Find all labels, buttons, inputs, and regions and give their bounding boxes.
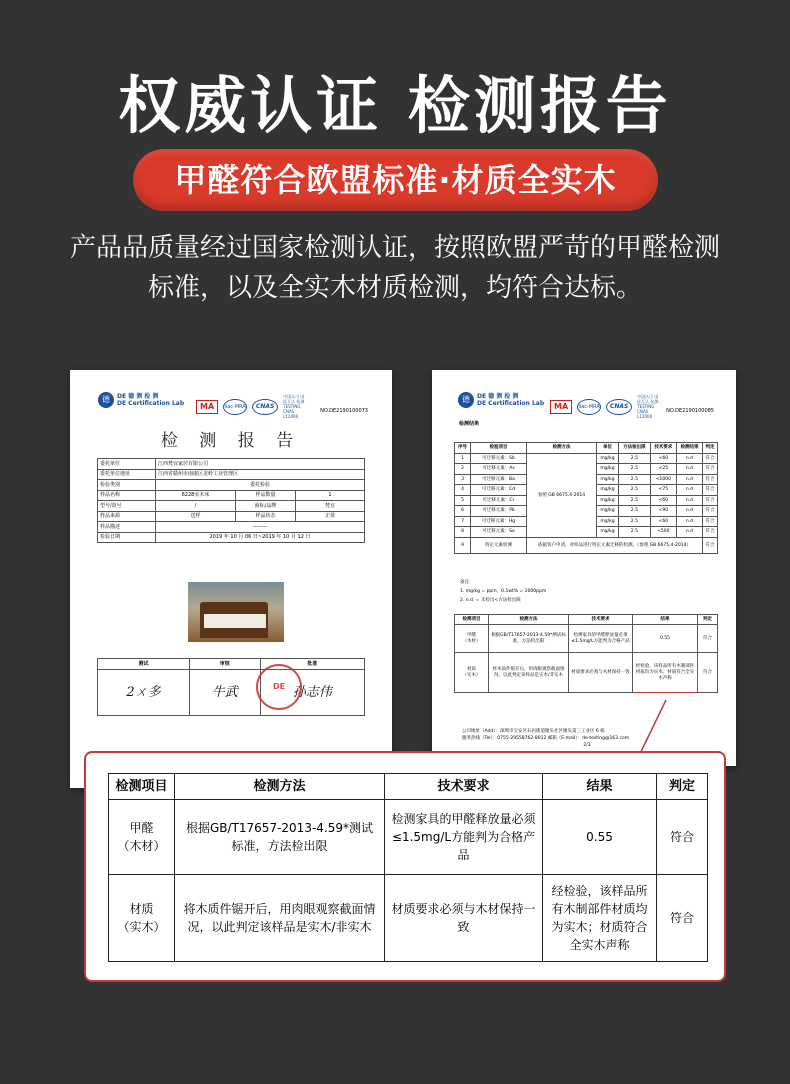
page-title: 权威认证 检测报告: [118, 69, 672, 142]
report-number: NO.DE2190100073: [320, 408, 368, 414]
cell: [455, 625, 489, 653]
verdict-cell: 符合: [657, 800, 708, 875]
method-cell: 根据GB/T17657-2013-4.59*测试标准，方法检出限: [175, 800, 385, 875]
cell: n.d: [676, 516, 702, 527]
cell: 可迁移元素：As: [471, 464, 527, 475]
intro-line-1: 产品品质量经过国家检测认证，按照欧盟严苛的甲醛检测: [69, 233, 720, 263]
element-results-table: [454, 442, 718, 554]
cell: mg/kg: [597, 516, 619, 527]
cell: 符合: [703, 464, 718, 475]
field-value: 6228实木床: [156, 490, 236, 501]
cell: 1: [455, 453, 471, 464]
field-value: 委托检验: [156, 480, 365, 491]
cell: 7: [455, 516, 471, 527]
field-label: 委托单位地址: [98, 469, 156, 480]
column-header: 检测方法: [489, 615, 569, 625]
cell: [455, 653, 489, 693]
report-number: NO.DE2190100085: [666, 408, 714, 414]
ilac-badge-icon: ilac-MRA: [577, 399, 601, 415]
item-cell: [109, 800, 175, 875]
lab-name-en: DE Certification Lab: [477, 400, 545, 407]
cell: mg/kg: [597, 495, 619, 506]
note-line: 1. mg/kg = ppm，0.1wt% = 1000ppm: [460, 589, 547, 594]
field-value: /: [156, 501, 236, 512]
cell: 可迁移元素：Pb: [471, 506, 527, 517]
page-number: 2/3: [583, 743, 591, 748]
requirement-cell: 材质要求必须与木材保持一致: [385, 875, 543, 962]
column-header: 单位: [597, 443, 619, 454]
field-value: 江西省赣州市南康区龙岭工业管理区: [156, 469, 365, 480]
cell: 9: [455, 537, 471, 553]
requirement-cell: 检测家具的甲醛释放量必须≤1.5mg/L方能判为合格产品: [385, 800, 543, 875]
table-row: [455, 653, 718, 693]
cert-badges: [196, 394, 307, 419]
cell: 2.5: [619, 527, 651, 538]
column-header: 检测结果: [676, 443, 702, 454]
item-sub: （木材）: [462, 638, 481, 644]
table-row: [98, 511, 365, 522]
column-header: 结果: [633, 615, 698, 625]
table-row: [455, 537, 718, 553]
formaldehyde-results-table-small: [454, 614, 718, 693]
cell: <500: [650, 527, 676, 538]
footer-contact: 服务热线（Tel）：0755-29558762-8012 邮箱（E-mail）：de-testing@163.com: [462, 736, 630, 741]
bed-product-photo: [188, 582, 284, 642]
cell: 可迁移元素：Sb: [471, 453, 527, 464]
cell: 8: [455, 527, 471, 538]
cell: 特定元素检测: [471, 537, 527, 553]
cell: 符合: [698, 653, 718, 693]
table-row: [98, 501, 365, 512]
field-value: 梵宜: [296, 501, 365, 512]
signature-table: [97, 658, 365, 716]
lab-name-cn: DE 德 测 检 测: [477, 393, 519, 400]
note-line: 2. n.d. = 未检出<方法检出限: [460, 598, 521, 603]
cell: 2.5: [619, 453, 651, 464]
field-value: 1: [296, 490, 365, 501]
cnas-text: 中国认可 国际互认 检测 TESTING CNAS L12000: [283, 394, 305, 419]
cell: 3: [455, 474, 471, 485]
column-header: 技术要求: [385, 774, 543, 800]
column-header: 判定: [703, 443, 718, 454]
cell: 检测家具的甲醛释放量必须≤1.5mg/L方能判为合格产品: [569, 625, 633, 653]
table-row: [98, 490, 365, 501]
cell: 符合: [703, 516, 718, 527]
cell: 符合: [703, 485, 718, 496]
report-title: 检 测 报 告: [160, 431, 302, 451]
cell: 0.55: [633, 625, 698, 653]
cnas-badge-icon: CNAS: [252, 399, 278, 415]
notes: [460, 578, 546, 605]
signature-header-row: [98, 659, 365, 670]
sample-info-table: [97, 458, 365, 543]
column-header: 检验项目: [471, 443, 527, 454]
field-value: 2019 年 10 月 06 日~2019 年 10 月 12 日: [156, 532, 365, 543]
cell: 符合: [703, 506, 718, 517]
table-row: [98, 480, 365, 491]
table-row: [455, 625, 718, 653]
table-header-row: [109, 774, 708, 800]
cnas-text: 中国认可 国际互认 检测 TESTING CNAS L12000: [637, 394, 659, 419]
cell: 6: [455, 506, 471, 517]
cell: <75: [650, 485, 676, 496]
column-header: 技术要求: [650, 443, 676, 454]
cell: n.d: [676, 485, 702, 496]
official-seal-stamp: DE: [256, 664, 302, 710]
ma-badge-icon: MA: [550, 400, 572, 414]
highlighted-result-cell: 经检验，该样品所有木制部件材质均为实木；材质符合全实木声称: [633, 653, 698, 693]
cell: 可迁移元素：Cr: [471, 495, 527, 506]
field-label: 样品数量: [236, 490, 296, 501]
lab-name-cn: DE 德 测 检 测: [117, 393, 159, 400]
cell: 2.5: [619, 506, 651, 517]
note-line: 备注：: [460, 580, 474, 585]
bed-sheet: [204, 614, 266, 628]
column-header: 检测项目: [455, 615, 489, 625]
column-header: 检测方法: [175, 774, 385, 800]
result-cell: 经检验，该样品所有木制部件材质均为实木；材质符合全实木声称: [543, 875, 657, 962]
zoomed-results-panel: [84, 751, 726, 982]
tester-signature: 2ㄨ多: [98, 670, 190, 716]
field-value: 送样: [156, 511, 236, 522]
item-sub: （实木）: [462, 672, 481, 678]
cell: <25: [650, 464, 676, 475]
report-results-page: [432, 370, 736, 766]
table-row: [98, 532, 365, 543]
results-section-label: 检测结果: [459, 421, 480, 427]
cell: mg/kg: [597, 485, 619, 496]
cell: 5: [455, 495, 471, 506]
field-value: 正常: [296, 511, 365, 522]
field-label: 委托单位: [98, 459, 156, 470]
cell: 符合: [703, 537, 718, 553]
table-row: [98, 459, 365, 470]
item-sub: （木材）: [117, 839, 166, 853]
approver-signature: 孙志伟: [260, 670, 364, 716]
table-header-row: [455, 615, 718, 625]
table-row: [109, 875, 708, 962]
item-label: 甲醛: [129, 821, 154, 835]
field-label: 检验类别: [98, 480, 156, 491]
table-row: [98, 522, 365, 533]
table-row: [98, 469, 365, 480]
cell: 2.5: [619, 485, 651, 496]
cell: 符合: [703, 527, 718, 538]
lab-logo-icon: 德: [98, 392, 114, 408]
item-label: 材质: [129, 902, 154, 916]
column-header: 方法检出限: [619, 443, 651, 454]
lab-logo: [98, 392, 184, 408]
formaldehyde-results-table: [108, 773, 708, 962]
cell: 可迁移元素：Ba: [471, 474, 527, 485]
cell: n.d: [676, 474, 702, 485]
cell: n.d: [676, 506, 702, 517]
reviewer-signature: 牛武: [190, 670, 261, 716]
lab-logo: [458, 392, 544, 408]
method-cell: 将木质件锯开后，用肉眼观察截面情况，以此判定该样品是实木/非实木: [175, 875, 385, 962]
cell: 2.5: [619, 474, 651, 485]
field-label: 样品来源: [98, 511, 156, 522]
cell: mg/kg: [597, 453, 619, 464]
field-value: --------: [156, 522, 365, 533]
item-sub: （实木）: [117, 920, 166, 934]
tester-label: 测试: [98, 659, 190, 670]
cell: n.d: [676, 464, 702, 475]
report-header: [98, 392, 368, 418]
cell: 符合: [703, 474, 718, 485]
field-label: 样品名称: [98, 490, 156, 501]
cell: <1000: [650, 474, 676, 485]
cell: <60: [650, 516, 676, 527]
table-row: [455, 453, 718, 464]
result-cell: 0.55: [543, 800, 657, 875]
lab-name-en: DE Certification Lab: [117, 400, 185, 407]
column-header: 检测项目: [109, 774, 175, 800]
item-label: 材质: [467, 666, 476, 672]
lab-logo-icon: 德: [458, 392, 474, 408]
report-header: [458, 392, 714, 418]
cell: 可迁移元素：Hg: [471, 516, 527, 527]
item-cell: [109, 875, 175, 962]
footer-address: 公司地址（Add）：深圳市宝安区石岩街道塘头社区塘头第三工业区 6 栋: [462, 729, 605, 734]
column-header: 序号: [455, 443, 471, 454]
cell: 可迁移元素：Se: [471, 527, 527, 538]
cell: mg/kg: [597, 506, 619, 517]
cell: 2.5: [619, 516, 651, 527]
cell: 2: [455, 464, 471, 475]
cnas-badge-icon: CNAS: [606, 399, 632, 415]
cell: 符合: [703, 495, 718, 506]
ma-badge-icon: MA: [196, 400, 218, 414]
cell: n.d: [676, 495, 702, 506]
item-label: 甲醛: [467, 632, 476, 638]
report-footer: [462, 728, 712, 749]
cell: <60: [650, 495, 676, 506]
table-header-row: [455, 443, 718, 454]
column-header: 技术要求: [569, 615, 633, 625]
cell: n.d: [676, 527, 702, 538]
cell: 可迁移元素：Cd: [471, 485, 527, 496]
cell: 2.5: [619, 495, 651, 506]
column-header: 检测方法: [527, 443, 597, 454]
verdict-cell: 符合: [657, 875, 708, 962]
cell: 将木质件锯开后，用肉眼观察截面情况，以此判定该样品是实木/非实木: [489, 653, 569, 693]
reviewer-label: 审核: [190, 659, 261, 670]
cell: n.d: [676, 453, 702, 464]
field-label: 样品描述: [98, 522, 156, 533]
cell: 2.5: [619, 464, 651, 475]
cell: mg/kg: [597, 474, 619, 485]
method-cell: 参照 GB 6675.4-2014: [527, 453, 597, 537]
subtitle-badge: 甲醛符合欧盟标准·材质全实木: [133, 149, 658, 211]
cell: mg/kg: [597, 464, 619, 475]
cell: 4: [455, 485, 471, 496]
intro-line-2: 标准，以及全实木材质检测，均符合达标。: [147, 273, 642, 303]
cell: 符合: [698, 625, 718, 653]
table-row: [109, 800, 708, 875]
signature-row: [98, 670, 365, 716]
cert-badges: [550, 394, 661, 419]
field-label: 型号/款号: [98, 501, 156, 512]
field-label: 商标/品牌: [236, 501, 296, 512]
field-label: 样品状态: [236, 511, 296, 522]
cell: <60: [650, 453, 676, 464]
report-cover-page: [70, 370, 392, 788]
field-value: 江西梵宜家居有限公司: [156, 459, 365, 470]
ilac-badge-icon: ilac-MRA: [223, 399, 247, 415]
cell: mg/kg: [597, 527, 619, 538]
cell: <90: [650, 506, 676, 517]
approver-label: 批准: [260, 659, 364, 670]
cell: 符合: [703, 453, 718, 464]
cell: 材质要求必须与木材保持一致: [569, 653, 633, 693]
column-header: 结果: [543, 774, 657, 800]
column-header: 判定: [657, 774, 708, 800]
cell: 依据客户申请，对样品进行特定元素迁移的检测。（参照 GB 6675.4-2014）: [527, 537, 703, 553]
intro-text: [40, 228, 750, 308]
field-label: 检验日期: [98, 532, 156, 543]
column-header: 判定: [698, 615, 718, 625]
cell: 根据GB/T17657-2013-4.59*测试标准，方法检出限: [489, 625, 569, 653]
